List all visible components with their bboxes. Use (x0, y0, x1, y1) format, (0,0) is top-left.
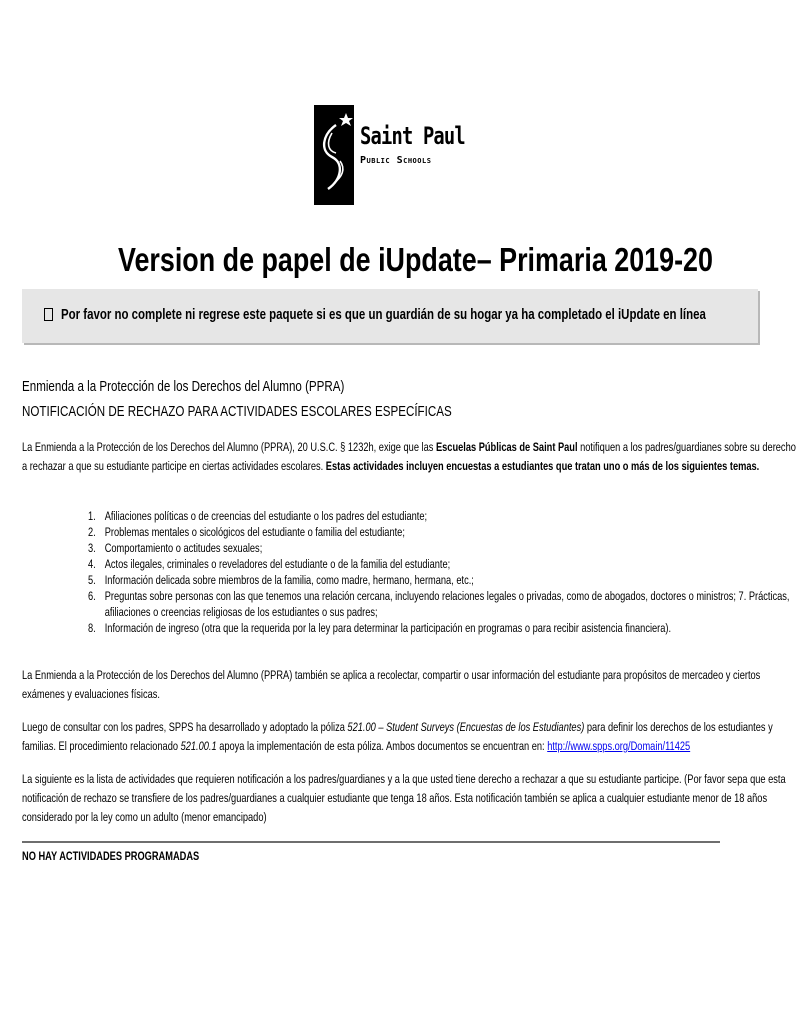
list-item-text: Preguntas sobre personas con las que tenemos una relación cercana, incluyendo relaciones legales o privadas, como de abogados, doctores o ministros; 7. Prácticas, (104, 589, 790, 603)
spps-logo (314, 105, 465, 205)
list-item-number: 5. (88, 573, 96, 587)
survey-topics-list (88, 508, 790, 636)
ppra-heading: Enmienda a la Protección de los Derechos del Alumno (PPRA) (22, 379, 345, 395)
paragraph-line: La siguiente es la lista de actividades que requieren notificación a los padres/guardianes y a la que usted tiene derecho a rechazar a que su estudiante participe. (Por favor sepa que esta (22, 772, 786, 786)
paragraph-line: La Enmienda a la Protección de los Derechos del Alumno (PPRA) también se aplica a recolectar, compartir o usar información del estudiante para propósitos de mercadeo y ciertos (22, 668, 761, 682)
list-item (88, 556, 790, 572)
list-item (88, 572, 790, 588)
policy-text: apoya la implementación de esta póliza. Ambos documentos se encuentran en: (216, 739, 548, 753)
ppra-subheading: NOTIFICACIÓN DE RECHAZO PARA ACTIVIDADES ESCOLARES ESPECÍFICAS (22, 404, 452, 420)
list-item-text: Información de ingreso (otra que la requerida por la ley para determinar la participación en programas o para recibir asistencia financiera). (104, 621, 672, 635)
paragraph-line: notificación de rechazo se transfiere de los padres/guardianes a cualquier estudiante que tenga 18 años. Esta notificación también se aplica a cualquier estudiante menor de 18 años (22, 791, 768, 805)
logo-subtitle: Public Schools (360, 155, 432, 166)
policy-text: Luego de consultar con los padres, SPPS ha desarrollado y adoptado la póliza (22, 720, 348, 734)
intro-text: La Enmienda a la Protección de los Derechos del Alumno (PPRA), 20 U.S.C. § 1232h, exige que las (22, 440, 436, 454)
procedure-number: 521.00.1 (180, 739, 217, 753)
policy-paragraph (22, 718, 773, 756)
intro-bold-text: Estas actividades incluyen encuestas a estudiantes que tratan uno o más de los siguientes temas. (325, 459, 760, 473)
policy-name: 521.00 – Student Surveys (Encuestas de los Estudiantes) (347, 720, 585, 734)
policy-text: para definir los derechos de los estudiantes y (584, 720, 773, 734)
list-item (88, 508, 790, 524)
list-item-number: 8. (88, 621, 96, 635)
list-item-number: 4. (88, 557, 96, 571)
list-item-number: 1. (88, 509, 96, 523)
intro-bold-text: Escuelas Públicas de Saint Paul (435, 440, 578, 454)
list-item-text: Afiliaciones políticas o de creencias del estudiante o los padres del estudiante; (104, 509, 428, 523)
list-item-text: Problemas mentales o sicológicos del estudiante o familia del estudiante; (104, 525, 405, 539)
list-item (88, 620, 790, 636)
list-item-number: 3. (88, 541, 96, 555)
notice-text: Por favor no complete ni regrese este paquete si es que un guardián de su hogar ya ha completado el iUpdate en línea (61, 307, 706, 323)
document-title: Version de papel de iUpdate– Primaria 2019-20 (118, 241, 713, 278)
section-divider (22, 841, 720, 843)
list-item (88, 588, 790, 620)
list-item-text: Información delicada sobre miembros de la familia, como madre, hermano, hermana, etc.; (104, 573, 474, 587)
checkbox-icon (44, 308, 53, 321)
list-item-text: Actos ilegales, criminales o reveladores del estudiante o de la familia del estudiante; (104, 557, 451, 571)
spps-flame-logo-icon (314, 105, 354, 205)
policy-text: familias. El procedimiento relacionado (22, 739, 181, 753)
paragraph-line: exámenes y evaluaciones físicas. (22, 687, 160, 701)
list-item (88, 524, 790, 540)
no-activities-label: NO HAY ACTIVIDADES PROGRAMADAS (22, 849, 200, 863)
spps-domain-link[interactable]: http://www.spps.org/Domain/11425 (547, 739, 691, 753)
list-item-text: Comportamiento o actitudes sexuales; (104, 541, 263, 555)
list-item-continuation: afiliaciones o creencias religiosas de los estudiantes o sus padres; (104, 605, 378, 619)
list-item-number: 2. (88, 525, 96, 539)
logo-name: Saint Paul (360, 122, 465, 150)
activities-notice-paragraph (22, 770, 786, 827)
list-item-number: 6. (88, 589, 96, 603)
marketing-paragraph (22, 666, 760, 704)
paragraph-line: considerado por la ley como un adulto (menor emancipado) (22, 810, 267, 824)
list-item (88, 540, 790, 556)
intro-text: notifiquen a los padres/guardianes sobre su derecho (577, 440, 796, 454)
ppra-intro-paragraph (22, 438, 796, 476)
intro-text: a rechazar a que su estudiante participe en ciertas actividades escolares. (22, 459, 326, 473)
